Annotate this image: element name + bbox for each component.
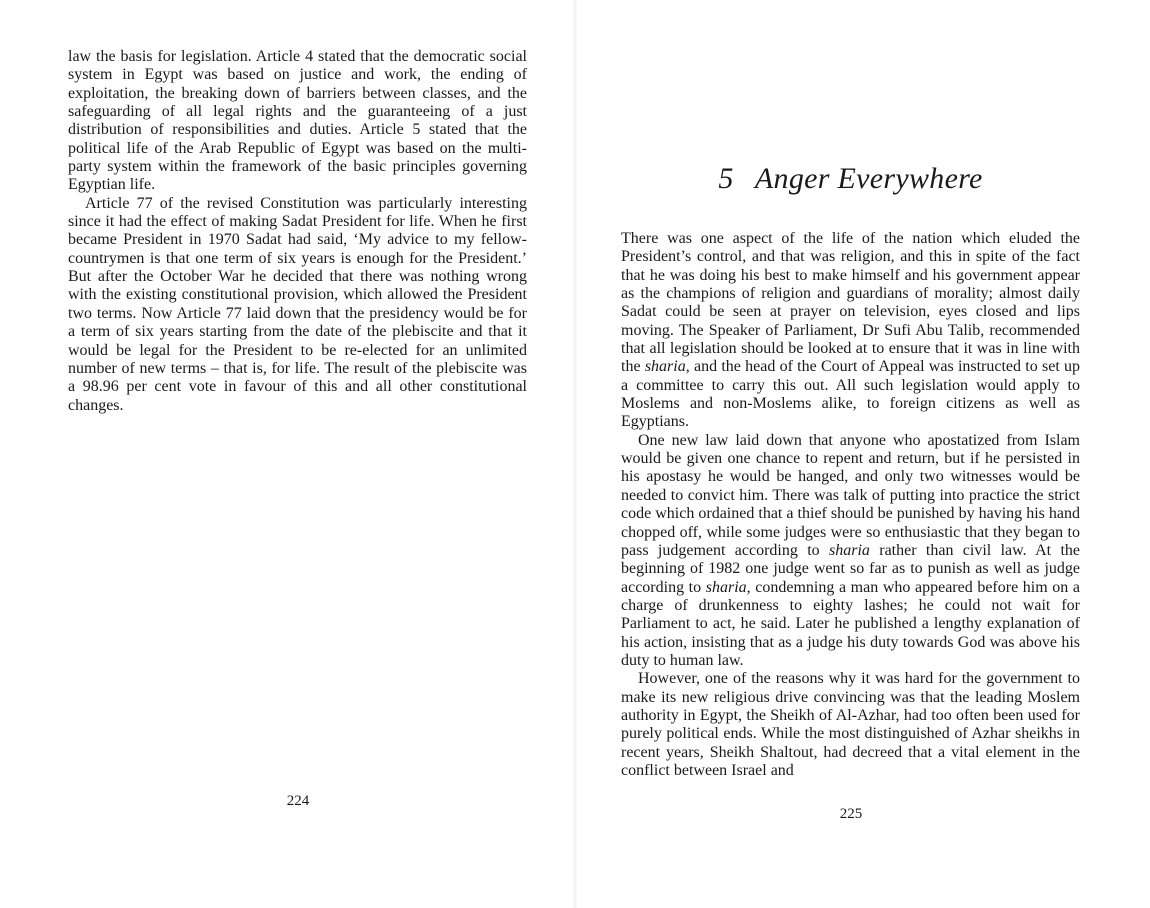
text-segment: law the basis for legislation. Article 4 stated that the democratic social system in Egypt was based on justice and work, the ending of exploitation, the breaking down of barriers between classes, and the safeguarding of all legal rights and the guaranteeing of a just distribution of responsibilities and duties. Article 5 stated that the political life of the Arab Republic of Egypt was based on the multi-party system within the framework of the basic principles governing Egyptian life. — [68, 48, 527, 194]
body-paragraph — [621, 230, 1080, 432]
chapter-title: Anger Everywhere — [754, 162, 983, 195]
text-segment: rather than civil law. At the beginning of 1982 one judge went so far as to punish as well as judge according to — [621, 541, 1080, 596]
text-segment: , and the head of the Court of Appeal was instructed to set up a committee to carry this out. All such legislation would apply to Moslems and non-Moslems alike, to foreign citizens as well as Egyptians. — [621, 358, 1081, 431]
page-number-right: 225 — [839, 806, 863, 822]
italic-term: sharia — [705, 578, 747, 596]
text-segment: One new law laid down that anyone who apostatized from Islam would be given one chance to repent and return, but if he persisted in his apostasy he would be hanged, and only two witnesses would be needed to convict him. There was talk of putting into practice the strict code which ordained that a thief should be punished by having his hand chopped off, while some judges were so enthusiastic that they began to pass judgement according to — [621, 431, 1080, 559]
text-segment: , condemning a man who appeared before him on a charge of drunkenness to eighty lashes; he could not wait for Parliament to act, he said. Later he published a lengthy explanation of his action, insisting that as a judge his duty towards God was above his duty to human law. — [621, 578, 1080, 669]
left-page-body — [68, 48, 527, 415]
page-number-left: 224 — [286, 793, 310, 809]
chapter-number: 5 — [718, 162, 734, 195]
body-paragraph — [621, 670, 1080, 780]
italic-term: sharia — [644, 358, 686, 376]
right-page — [575, 0, 1150, 908]
body-paragraph — [68, 48, 527, 195]
text-segment: However, one of the reasons why it was hard for the government to make its new religious drive convincing was that the leading Moslem authority in Egypt, the Sheikh of Al-Azhar, had too often been used for purely political ends. While the most distinguished of Azhar sheikhs in recent years, Sheikh Shaltout, had decreed that a vital element in the conflict between Israel and — [621, 670, 1080, 779]
body-paragraph — [68, 195, 527, 415]
chapter-heading — [621, 162, 1080, 196]
right-page-body — [621, 230, 1080, 780]
body-paragraph — [621, 432, 1080, 670]
text-segment: There was one aspect of the life of the nation which eluded the President’s control, and that was religion, and this in spite of the fact that he was doing his best to make himself and his government appear as the champions of religion and guardians of morality; almost daily Sadat could be seen at prayer on television, eyes closed and lips moving. The Speaker of Parliament, Dr Sufi Abu Talib, recommended that all legislation should be looked at to ensure that it was in line with the — [621, 230, 1080, 376]
italic-term: sharia — [829, 541, 870, 559]
text-segment: Article 77 of the revised Constitution was particularly interesting since it had the effect of making Sadat President for life. When he first became President in 1970 Sadat had said, ‘My advice to my fellow-countrymen is that one term of six years is enough for the President.’ But after the October War he decided that there was nothing wrong with the existing constitutional provision, which allowed the President two terms. Now Article 77 laid down that the presidency would be for a term of six years starting from the date of the plebiscite and that it would be legal for the President to be re-elected for an unlimited number of new terms – that is, for life. The result of the plebiscite was a 98.96 per cent vote in favour of this and all other constitutional changes. — [68, 194, 527, 414]
